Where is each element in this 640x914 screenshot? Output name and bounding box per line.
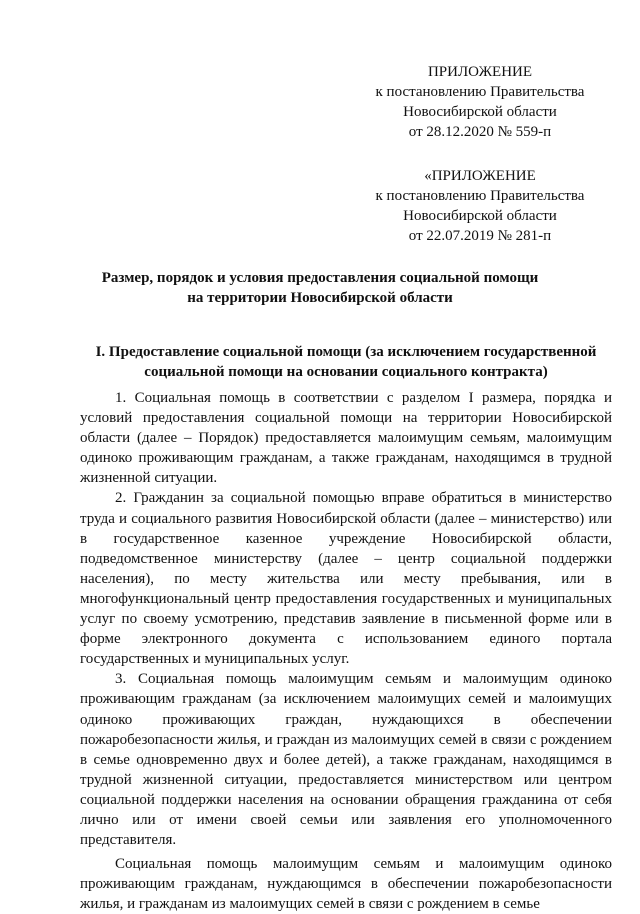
document-body [80, 388, 612, 914]
paragraph-1: 1. Социальная помощь в соответствии с разделом I размера, порядка и условий предоставления социальной помощи на территории Новосибирской области (далее – Порядок) предоставляется малоимущим семьям, малоимущим одиноко проживающим гражданам, а также гражданам, находящимся в трудной жизненной ситуации. [80, 390, 612, 487]
section-heading-line-1: I. Предоставление социальной помощи (за исключением государственной [95, 344, 597, 360]
paragraph-2: 2. Гражданин за социальной помощью вправе обратиться в министерство труда и социального развития Новосибирской области (далее – министерство) или в государственное казенное учреждение Новосибирской области, подведомственное министерству (далее – центр социальной поддержки населения), по месту жительства или месту пребывания, или в многофункциональный центр предоставления государственных и муниципальных услуг по своему усмотрению, представив заявление в письменной форме или в форме электронного документа с использованием единого портала государственных и муниципальных услуг. [80, 490, 612, 668]
annex-date-number: от 22.07.2019 № 281-п [408, 228, 552, 244]
paragraph-4: Социальная помощь малоимущим семьям и малоимущим одиноко проживающим гражданам, нуждающимся в обеспечении пожаробезопасности жилья, и гражданам из малоимущих семей в связи с рождением в семье [80, 856, 612, 913]
annex-date-number: от 28.12.2020 № 559-п [408, 124, 552, 140]
annex-header-original [360, 166, 600, 246]
annex-header-current [360, 62, 600, 142]
annex-resolution-ref: к постановлению Правительства [375, 84, 585, 100]
section-heading-line-2: социальной помощи на основании социального контракта) [144, 364, 548, 380]
annex-label: ПРИЛОЖЕНИЕ [427, 64, 533, 80]
section-heading [80, 342, 612, 382]
annex-region: Новосибирской области [403, 104, 557, 120]
annex-resolution-ref: к постановлению Правительства [375, 188, 585, 204]
paragraph-3: 3. Социальная помощь малоимущим семьям и малоимущим одиноко проживающим гражданам (за исключением малоимущих семей и малоимущих одиноко проживающих граждан, нуждающихся в обеспечении пожаробезопасности жилья, и граждан из малоимущих семей в связи с рождением в семье одновременно двух и более детей), а также гражданам, находящимся в трудной жизненной ситуации, предоставляется министерством или центром социальной поддержки населения на основании обращения гражданина от себя лично или от имени своей семьи или заявления его уполномоченного представителя. [80, 671, 612, 849]
document-title-line-1: Размер, порядок и условия предоставления социальной помощи [101, 270, 539, 286]
annex-label: «ПРИЛОЖЕНИЕ [424, 168, 536, 184]
annex-region: Новосибирской области [403, 208, 557, 224]
document-title [80, 268, 560, 308]
document-title-line-2: на территории Новосибирской области [187, 290, 453, 306]
